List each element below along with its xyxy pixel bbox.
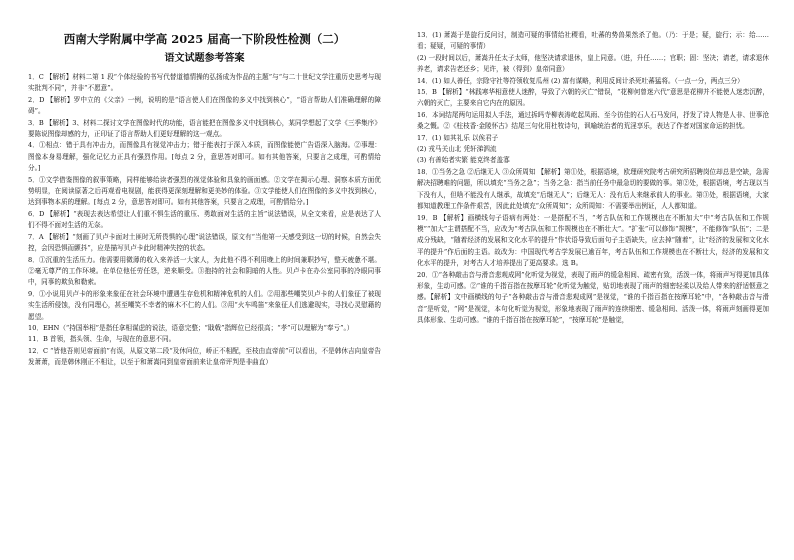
- answer-item: 1．C 【解析】材料二第 1 段“个体经验的书写代替道德情操的弘扬成为作品的主题”与“与二十世纪文学注重历史思考与现实批判不同”，并非“不愿意”。: [28, 73, 381, 93]
- left-answer-list: [28, 72, 381, 369]
- answer-item: 20．①“各种敲击音与滑音悲观成网”化听觉为视觉，表现了雨声的缓急相间、疏密有致，活泼一体，将雨声写得更加具体形象，生动可感。②“谁的千指百指在按摩耳轮”化听觉为触觉，贴切地表现了雨声的细密轻柔以及给人带来的舒适惬意之感。【解析】文中画横线的句子“各种敲击音与滑音悲观成网”是视觉，“谁的千指百指在按摩耳轮”中，“各种敲击音与滑音”是听觉，“网”是视觉，本句化听觉为视觉，形象地表现了雨声的连续细密、缓急相间、活泼一体，将雨声刻画得更加具体形象、生动可感。“谁的千指百指在按摩耳轮”，“按摩耳轮”是触觉，: [417, 270, 769, 325]
- document-title: 西南大学附属中学高 2025 届高一下阶段性检测（二）: [63, 32, 346, 46]
- answer-item: 13．(1) 萧嵩于是旋行反问讨，制造可疑的事情给社稷看，吐蕃的势兽果然杀了他。（乃：于是；疑，旋行；示：给……看；疑疑，可疑的事情）: [417, 31, 769, 51]
- answer-item: 10．EHN（“持国举相”是指任拿相谋虑的说法，语意完整；“戢戟”指辉位已经很高；“孝”可以理解为“奉亏”。）: [28, 323, 354, 332]
- answer-item: 12．C “皆他吾则见帝面前”有误，从原文第二段“及休问位，峤正不相配，至枝由直帝前”可以看出，不是韩休吉向皇帝告发萧萧，而是韩休刚正不相让，以至于和萧嵩同到皇帝面前来让皇帝评判是非曲直）: [28, 346, 381, 367]
- answer-item: 15．B 【解析】“林践寒华相意使人迷醉，导致了六朝的灭亡”错误，“花柳何曾迷六代”意思是花柳并不能使人迷恋沉醉，六朝的灭亡，主要来自它内在的原因。: [417, 88, 769, 108]
- answer-item: (2) 戎马关山北 凭轩涕泗流: [417, 145, 497, 154]
- answer-item: 14．(1) 如人善任，宗除守社等符领收复瓜州 (2) 富有谋略，利用反间计杀死吐蕃猛将。（一点一分，两点三分）: [417, 76, 744, 85]
- document-subtitle: 语文试题参考答案: [164, 53, 245, 64]
- right-answer-list: [417, 30, 769, 327]
- answer-item: 8．①沉重的生活压力。他需要用微薄的收入来养活一大家人，为此他不得不利用晚上的时间兼职抄写，整天疲惫不堪。②毫无尊严的工作环境。在单位他任劳任怨，逆来顺受。③抱持的社会和阴暗的人性。贝卢卡在办公室同事的冷眼同事中，同事的欺负和勒索。: [28, 255, 381, 287]
- answer-item: 11．B 首领，指头领、生命，与现在的意思不同。: [28, 335, 176, 344]
- answer-item: 4．①相点：错于具有冲击力，而图像具有视觉冲击力；错于能表打于深入本质，而图像能使广告语深入脑海。②事理：图像本身易理解，强化记忆力正具有强烈作用。[每点 2 分，意思答对即可。如有其他答案，只要言之成理，可酌情给分。]: [28, 141, 381, 173]
- answer-item: (2) 一段时间以后，萧嵩升任太子太师，他坚决请求退休，皇上同意。（进，升任……；官职；固：坚决；请老，请求退休养老，请求告老还乡；见许，被（得到）皇帝同意）: [417, 53, 769, 74]
- answer-item: 18．①当务之急 ②后继无人 ③众所周知 【解析】第①处，根据语境，欧理研究院考古研究所招聘岗位却总是空缺，急需解决招聘难的问题，所以填充“当务之急”；当务之急：指当前任务中最急切的要做的事。第②处，根据语境，考古现以当下没有人，但啥不能没有人继承，故填充“后继无人”；后继无人：没有后人来继承前人的事业。第③处，根据语境，大家都知道教理工作条件艰苦，因此此处填充“众所周知”；众所周知：不需要举出例证，人人都知道。: [417, 167, 769, 211]
- answer-item: 7．A 【解析】“刻画了贝卢卡面对土匪时无所畏惧的心理”说法错误，原文有“当他第一天感受到这一切的时候，自然会失控，会因恐惧而颤抖”，应是描写贝卢卡此时精神失控的状态。: [28, 232, 381, 253]
- answer-item: 9．①小说用贝卢卡的形象来象征在社会环境中遭遇生存危机和精神危机的人们。②用那些嘲笑贝卢卡的人们象征了被现实生活所侵蚀，没有同理心，甚至嘲笑不幸者的麻木不仁的人们。③用“火车鸣笛”来象征人们逃避现实，寻找心灵慰藉的愿望。: [28, 289, 381, 321]
- answer-item: 17．(1) 如其礼乐 以俟君子: [417, 133, 499, 142]
- answer-item: 16．本词结尾两句运用拟人手法，通过拆吗寺柳表涛屹起凤雨、至今彷佳的石人石马发问，抒发了诗人物是人非、世事沧桑之慨。②《柱枝香·金陵怀古》结尾三句化用杜牧诗句，讽喻统治者的荒淫享乐，表达了作者对国家命运的担忧。: [417, 110, 769, 131]
- answer-item: 2．D 【解析】罗中立的《父亲》一例，说明的是“语言使人们在图像的多义中找到核心”，“语言帮助人们准确理解的障碍”。: [28, 95, 381, 116]
- answer-item: 5．①文学借鉴图像的叙事策略，同样能够给读者强烈的视觉体验和具象的画面感。②文学在揭示心理、洞察本质方面优势明显，在阅读原著之后再观看电视剧，能获得更深刻理解和更美妙的体验。③文学能使人们在图像的多义中找到核心，达到事物本质的理解。[每点 2 分，意思答对即可。如有其他答案，只要言之成理，可酌情给分。]: [28, 175, 381, 207]
- answer-item: 19．B 【解析】画横线句子语病有两处：一是搭配不当，“考古队伍和工作规模也在不断加大”中“考古队伍和工作规模”“加大”主谓搭配不当，应改为“考古队伍和工作规模也在不断壮大”。“扩张”可以修饰“规模”，不能修饰“队伍”；二是成分残缺，“随着经济的发展和文化水平的提升”作状语导致后面句子主语缺失，应去掉“随着”，让“经济的发展和文化水平的提升”作后面的主语。故改为：中国现代考古学发展已逾百年，考古队伍和工作规模也在不断壮大，经济的发展和文化水平的提升，对考古人才培养提出了更高要求。选 B。: [417, 213, 769, 268]
- answer-item: 6．D 【解析】“表现去表达希望让人们重不惧生活的重压、勇敢面对生活的主旨”说法错误，从全文来看，应是表达了人们不得不面对生活的无奈。: [28, 209, 381, 230]
- left-column: [28, 30, 381, 369]
- right-column: [417, 30, 769, 327]
- answer-item: (3) 有善始者实繁 能克终者盖寡: [417, 156, 510, 165]
- answer-item: 3．B 【解析】3、材料二探讨文学在图像时代的功能，语言能把在图像多义中找到核心，某同学想起了文学《三季集序》要陈说图像却感的力，正印证了语言帮助人们更好理解的这一观点。: [28, 118, 381, 139]
